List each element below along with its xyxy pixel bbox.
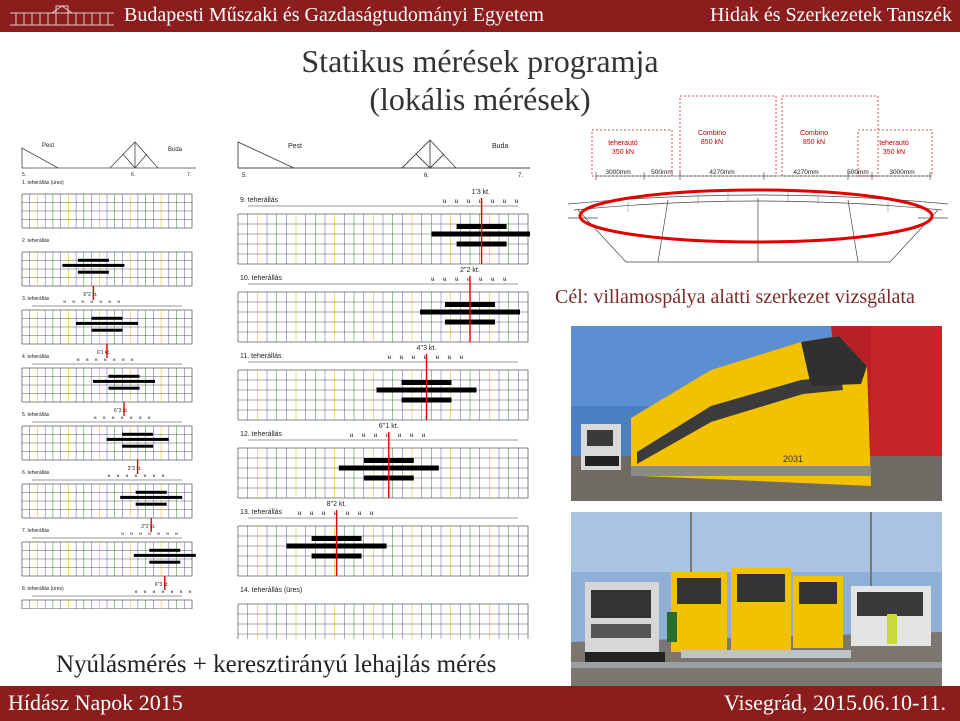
axle-icon: ʉ xyxy=(447,353,451,361)
load-position-marker: 6''2 kt. xyxy=(83,292,98,298)
load-position-marker: 6''3 kt. xyxy=(154,582,169,588)
axle-icon: ʉ xyxy=(86,358,89,363)
axle-icon: ʉ xyxy=(435,353,439,361)
axle-icon: ʉ xyxy=(409,431,414,439)
load-bar xyxy=(78,271,109,274)
load-case-label: 4. teherállás xyxy=(22,354,50,360)
load-case-label: 14. teherállás (üres) xyxy=(240,587,303,594)
middle-load-case-diagram xyxy=(234,134,530,639)
axle-icon: ʉ xyxy=(113,358,116,363)
axle-icon: ʉ xyxy=(514,197,519,205)
axle-icon: ʉ xyxy=(478,197,483,205)
axle-icon: ʉ xyxy=(490,197,495,205)
axle-icon: ʉ xyxy=(361,431,366,439)
load-bar xyxy=(134,554,196,557)
axle-icon: ʉ xyxy=(104,358,107,363)
axle-icon: ʉ xyxy=(442,197,447,205)
highlight-ellipse xyxy=(580,190,932,242)
load-case-row xyxy=(238,501,528,576)
load-bar xyxy=(93,380,155,383)
axle-icon: ʉ xyxy=(491,275,495,283)
left-pest-label: Pest xyxy=(42,143,55,149)
load-position-marker: 6''1 kt. xyxy=(378,423,399,430)
vehicle-name: teherautó xyxy=(879,140,909,147)
load-case-label: 2. teherállás xyxy=(22,238,50,244)
load-bar xyxy=(432,232,530,237)
vehicle-name: Combino xyxy=(697,130,727,137)
axle-icon: ʉ xyxy=(309,509,314,517)
load-case-label: 11. teherállás xyxy=(240,353,282,360)
axle-icon: ʉ xyxy=(166,532,169,537)
axle-icon: ʉ xyxy=(459,353,463,361)
axle-icon: ʉ xyxy=(411,353,415,361)
load-case-label: 5. teherállás xyxy=(22,412,50,418)
department-name: Hidak és Szerkezetek Tanszék xyxy=(709,4,952,26)
load-bar xyxy=(76,322,138,325)
axle-icon: ʉ xyxy=(143,474,147,479)
university-building-logo-icon xyxy=(6,3,118,29)
middle-support-label: 6. xyxy=(424,173,430,179)
axle-icon: ʉ xyxy=(139,532,142,537)
axle-icon: ʉ xyxy=(112,416,115,421)
vehicle-load: 350 kN xyxy=(611,149,635,156)
axle-icon: ʉ xyxy=(72,300,75,305)
axle-icon: ʉ xyxy=(502,197,507,205)
dimension-label: 500mm xyxy=(651,169,673,176)
axle-icon: ʉ xyxy=(131,358,134,363)
axle-icon: ʉ xyxy=(130,532,133,537)
load-position-marker: 1'3 kt. xyxy=(471,189,491,196)
axle-icon: ʉ xyxy=(455,275,459,283)
axle-icon: ʉ xyxy=(130,416,133,421)
axle-icon: ʉ xyxy=(443,275,447,283)
university-name: Budapesti Műszaki és Gazdaságtudományi Egyetem xyxy=(124,4,544,26)
axle-icon: ʉ xyxy=(148,532,151,537)
axle-icon: ʉ xyxy=(94,416,97,421)
dimension-label: 500mm xyxy=(847,169,869,176)
axle-icon: ʉ xyxy=(321,509,326,517)
axle-icon: ʉ xyxy=(179,590,183,595)
load-bar xyxy=(136,503,167,506)
dimension-label: 3000mm xyxy=(605,169,631,176)
footer-bar xyxy=(0,686,960,721)
left-load-case-diagram xyxy=(18,134,198,609)
load-case-row xyxy=(238,345,528,420)
load-case-row xyxy=(238,267,528,342)
load-bar xyxy=(78,259,109,262)
axle-icon: ʉ xyxy=(467,275,471,283)
axle-icon: ʉ xyxy=(139,416,142,421)
dimension-label: 3000mm xyxy=(889,169,915,176)
axle-icon: ʉ xyxy=(170,590,174,595)
axle-icon: ʉ xyxy=(421,431,426,439)
load-case-label: 8. teherállás (üres) xyxy=(22,586,64,592)
axle-icon: ʉ xyxy=(373,431,378,439)
load-case-row xyxy=(238,587,528,639)
load-case-label: 9. teherállás xyxy=(240,197,279,204)
axle-icon: ʉ xyxy=(108,300,111,305)
axle-icon: ʉ xyxy=(90,300,93,305)
axle-icon: ʉ xyxy=(121,416,124,421)
axle-icon: ʉ xyxy=(121,532,124,537)
load-case-label: 1. teherállás (üres) xyxy=(22,180,64,186)
slide-title-line1: Statikus mérések programja xyxy=(301,43,659,79)
load-case-row xyxy=(22,180,192,228)
axle-icon: ʉ xyxy=(125,474,129,479)
axle-icon: ʉ xyxy=(431,275,435,283)
axle-icon: ʉ xyxy=(349,431,354,439)
load-bar xyxy=(136,491,167,494)
axle-icon: ʉ xyxy=(107,474,111,479)
axle-icon: ʉ xyxy=(63,300,66,305)
axle-icon: ʉ xyxy=(148,416,151,421)
axle-icon: ʉ xyxy=(297,509,302,517)
left-support-label: 5. xyxy=(22,172,27,178)
vehicle-load: 850 kN xyxy=(700,139,724,146)
footer-date-place: Visegrád, 2015.06.10-11. xyxy=(723,690,946,715)
axle-icon: ʉ xyxy=(399,353,403,361)
axle-icon: ʉ xyxy=(357,509,362,517)
load-position-marker: 2''2 kt. xyxy=(141,524,156,530)
axle-icon: ʉ xyxy=(161,474,165,479)
middle-pest-label: Pest xyxy=(288,143,303,150)
load-case-label: 6. teherállás xyxy=(22,470,50,476)
vehicle-load: 850 kN xyxy=(802,139,826,146)
axle-icon: ʉ xyxy=(385,431,390,439)
axle-icon: ʉ xyxy=(345,509,350,517)
load-case-row xyxy=(238,189,530,264)
load-case-row xyxy=(238,423,528,498)
load-bar xyxy=(109,387,140,390)
load-bar xyxy=(149,561,180,564)
load-case-label: 10. teherállás xyxy=(240,275,283,282)
axle-icon: ʉ xyxy=(122,358,125,363)
axle-icon: ʉ xyxy=(175,532,178,537)
axle-icon: ʉ xyxy=(423,353,427,361)
vehicle-name: Combino xyxy=(799,130,829,137)
load-bar xyxy=(122,433,153,436)
tram-bridge-photo xyxy=(571,326,942,501)
axle-icon: ʉ xyxy=(95,358,98,363)
load-position-marker: 8''2 kt. xyxy=(326,501,347,508)
axle-icon: ʉ xyxy=(188,590,192,595)
load-bar xyxy=(149,549,180,552)
slide-title-line2: (lokális mérések) xyxy=(369,81,591,117)
load-bar xyxy=(92,329,123,332)
left-support-label: 7. xyxy=(187,172,192,178)
load-bar xyxy=(122,445,153,448)
load-case-label: 3. teherállás xyxy=(22,296,50,302)
axle-icon: ʉ xyxy=(466,197,471,205)
axle-icon: ʉ xyxy=(103,416,106,421)
axle-icon: ʉ xyxy=(333,509,338,517)
middle-support-label: 7. xyxy=(518,173,524,179)
load-case-label: 12. teherállás xyxy=(240,431,283,438)
axle-icon: ʉ xyxy=(134,474,138,479)
middle-buda-label: Buda xyxy=(492,143,509,150)
axle-icon: ʉ xyxy=(143,590,147,595)
load-bar xyxy=(120,496,182,499)
axle-icon: ʉ xyxy=(152,590,156,595)
load-test-vehicles-photo xyxy=(571,512,942,686)
axle-icon: ʉ xyxy=(454,197,459,205)
axle-icon: ʉ xyxy=(117,300,120,305)
axle-icon: ʉ xyxy=(503,275,507,283)
tram-number: 2031 xyxy=(783,454,804,464)
left-buda-label: Buda xyxy=(168,147,183,153)
axle-icon: ʉ xyxy=(479,275,483,283)
load-position-marker: 4''3 kt. xyxy=(416,345,437,352)
vehicle-load: 350 kN xyxy=(882,149,906,156)
load-case-label: 7. teherállás xyxy=(22,528,50,534)
header-bar xyxy=(0,0,960,32)
left-support-label: 6. xyxy=(131,172,136,178)
load-bar xyxy=(92,317,123,320)
axle-icon: ʉ xyxy=(369,509,374,517)
axle-icon: ʉ xyxy=(116,474,120,479)
load-position-marker: 6'1 kt. xyxy=(97,350,111,356)
load-position-marker: 3''2 kt. xyxy=(127,466,142,472)
load-bar xyxy=(107,438,169,441)
axle-icon: ʉ xyxy=(387,353,391,361)
axle-icon: ʉ xyxy=(152,474,156,479)
dimension-label: 4270mm xyxy=(793,169,819,176)
bridge-cross-section-diagram xyxy=(568,94,948,274)
goal-text: Cél: villamospálya alatti szerkezet vizsgálata xyxy=(555,286,915,308)
load-position-marker: 2''2 kt. xyxy=(460,267,480,274)
middle-support-label: 5. xyxy=(242,173,248,179)
load-case-label: 13. teherállás xyxy=(240,509,283,516)
axle-icon: ʉ xyxy=(134,590,138,595)
axle-icon: ʉ xyxy=(81,300,84,305)
axle-icon: ʉ xyxy=(397,431,402,439)
load-bar xyxy=(109,375,140,378)
axle-icon: ʉ xyxy=(99,300,102,305)
load-bar xyxy=(62,264,124,267)
load-position-marker: 6''3 kt. xyxy=(114,408,129,414)
vehicle-name: teherautó xyxy=(608,140,638,147)
axle-icon: ʉ xyxy=(161,590,165,595)
dimension-label: 4270mm xyxy=(709,169,735,176)
slide-caption: Nyúlásmérés + keresztirányú lehajlás mérés xyxy=(56,651,497,678)
axle-icon: ʉ xyxy=(157,532,160,537)
axle-icon: ʉ xyxy=(77,358,80,363)
load-case-row xyxy=(22,586,192,609)
footer-event: Hídász Napok 2015 xyxy=(8,690,183,715)
